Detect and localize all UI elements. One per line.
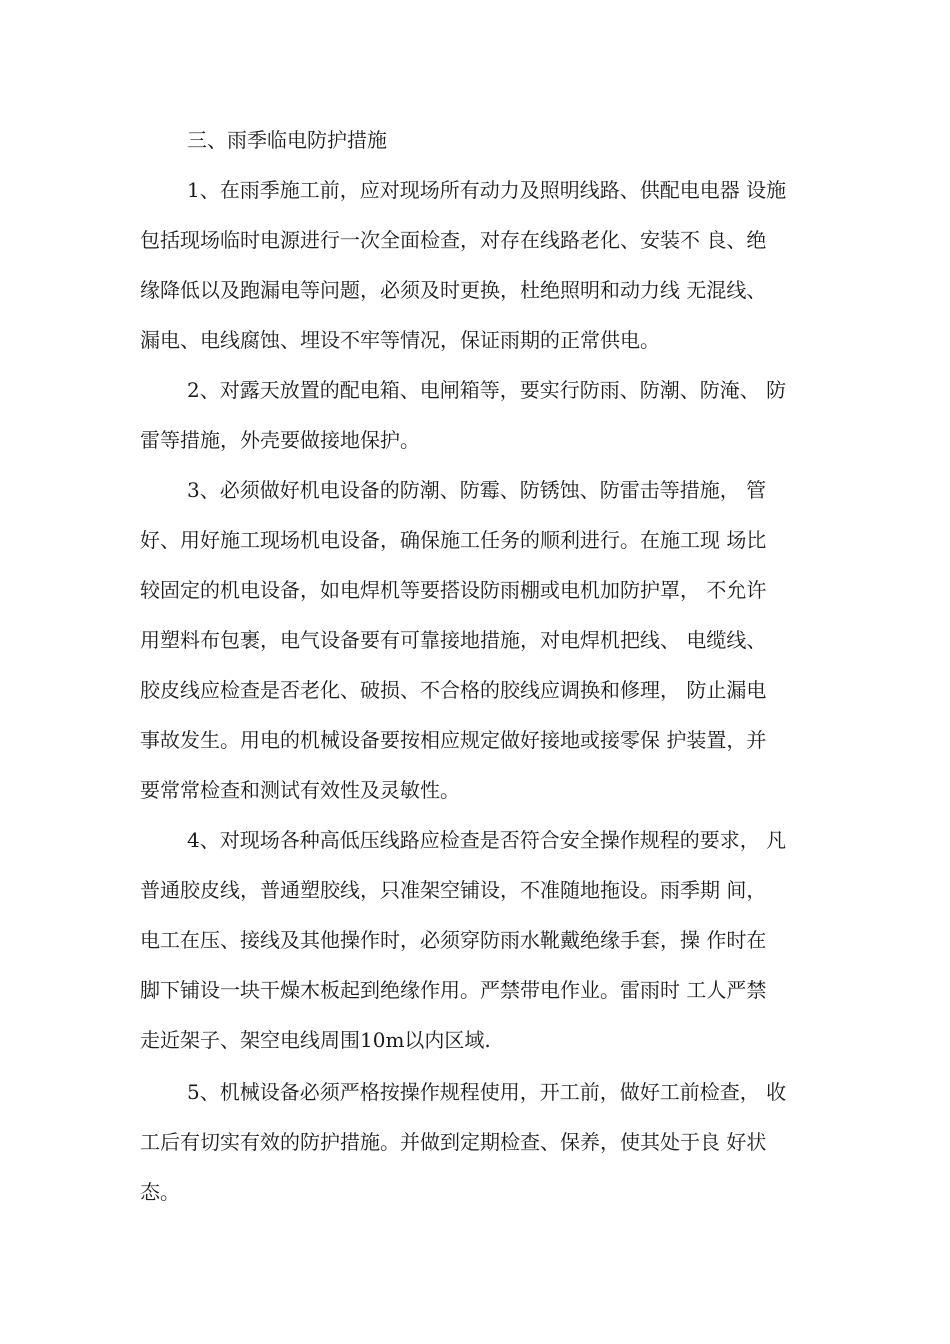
paragraph-line: 缘降低以及跑漏电等问题，必须及时更换，杜绝照明和动力线 无混线、 (140, 278, 767, 302)
paragraph-line: 漏电、电线腐蚀、埋设不牢等情况，保证雨期的正常供电。 (140, 328, 660, 352)
paragraph-line: 包括现场临时电源进行一次全面检查，对存在线路老化、安装不 良、绝 (140, 228, 767, 252)
paragraph-line: 走近架子、架空电线周围10m以内区域. (140, 1028, 491, 1052)
paragraph-line: 普通胶皮线，普通塑胶线，只准架空铺设，不准随地拖设。雨季期 间， (140, 878, 767, 902)
paragraph-line: 事故发生。用电的机械设备要按相应规定做好接地或接零保 护装置，并 (140, 728, 767, 752)
paragraph-line: 5、机械设备必须严格按操作规程使用，开工前，做好工前检查， 收 (187, 1080, 787, 1104)
section-heading: 三、雨季临电防护措施 (187, 128, 387, 152)
paragraph-line: 用塑料布包裹，电气设备要有可靠接地措施，对电焊机把线、 电缆线、 (140, 628, 767, 652)
paragraph-line: 工后有切实有效的防护措施。并做到定期检查、保养，使其处于良 好状 (140, 1130, 767, 1154)
paragraph-line: 要常常检查和测试有效性及灵敏性。 (140, 778, 460, 802)
paragraph-line: 较固定的机电设备，如电焊机等要搭设防雨棚或电机加防护罩， 不允许 (140, 578, 767, 602)
paragraph-line: 2、对露天放置的配电箱、电闸箱等，要实行防雨、防潮、防淹、 防 (187, 378, 787, 402)
paragraph-line: 3、必须做好机电设备的防潮、防霉、防锈蚀、防雷击等措施， 管 (187, 478, 767, 502)
paragraph-line: 4、对现场各种高低压线路应检查是否符合安全操作规程的要求， 凡 (187, 828, 787, 852)
paragraph-line: 电工在压、接线及其他操作时，必须穿防雨水靴戴绝缘手套，操 作时在 (140, 928, 767, 952)
paragraph-line: 脚下铺设一块干燥木板起到绝缘作用。严禁带电作业。雷雨时 工人严禁 (140, 978, 767, 1002)
paragraph-line: 1、在雨季施工前，应对现场所有动力及照明线路、供配电电器 设施 (187, 178, 787, 202)
paragraph-line: 胶皮线应检查是否老化、破损、不合格的胶线应调换和修理， 防止漏电 (140, 678, 767, 702)
paragraph-line: 态。 (140, 1180, 180, 1204)
paragraph-line: 雷等措施，外壳要做接地保护。 (140, 428, 420, 452)
paragraph-line: 好、用好施工现场机电设备，确保施工任务的顺利进行。在施工现 场比 (140, 528, 767, 552)
